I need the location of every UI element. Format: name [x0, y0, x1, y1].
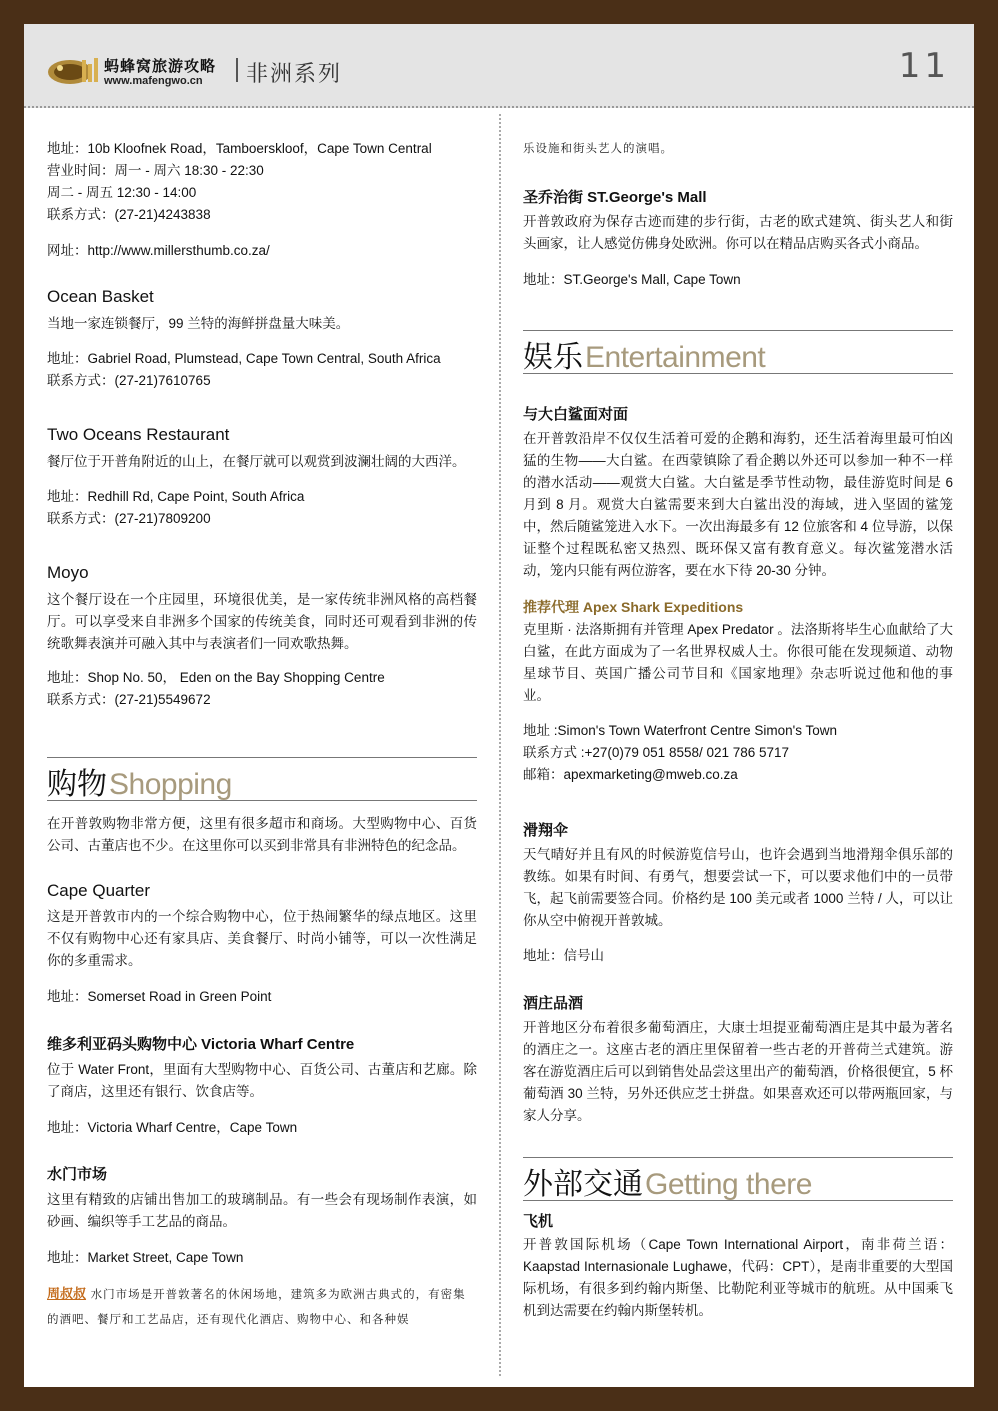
header-separator: [236, 58, 238, 82]
quote-text: 水门市场是开普敦著名的休闲场地，建筑多为欧洲古典式的，有密集的酒吧、餐厅和工艺品店，还有现代化酒店、购物中心、和各种娱: [47, 1287, 466, 1326]
transport-heading-en: Getting there: [645, 1168, 812, 1201]
ocean-basket-address: 地址：Gabriel Road, Plumstead, Cape Town Central, South Africa: [47, 351, 441, 366]
two-oceans-desc: 餐厅位于开普角附近的山上，在餐厅就可以观赏到波澜壮阔的大西洋。: [47, 454, 466, 469]
cape-quarter-desc: 这是开普敦市内的一个综合购物中心，位于热闹繁华的绿点地区。这里不仅有购物中心还有家具店、美食餐厅、时尚小铺等，可以一次性满足你的多重需求。: [47, 909, 477, 968]
shopping-heading-en: Shopping: [109, 768, 232, 801]
two-oceans-title: Two Oceans Restaurant: [47, 425, 230, 444]
wine-title: 酒庄品酒: [523, 995, 584, 1012]
agent-desc: 克里斯 · 法洛斯拥有并管理 Apex Predator 。法洛斯将毕生心血献给了大白鲨，在此方面成为了一名世界权威人士。你很可能在发现频道、动物星球节目、英国广播公司节目和《国家地理》杂志听说过他和他的事业。: [523, 622, 953, 703]
water-market-title: 水门市场: [47, 1166, 108, 1183]
victoria-wharf-desc: 位于 Water Front，里面有大型购物中心、百货公司、古董店和艺廊。除了商店，这里还有银行、饮食店等。: [47, 1062, 477, 1099]
restaurant-hours: 营业时间：周一 - 周六 18:30 - 22:30: [47, 163, 264, 178]
st-georges-title: 圣乔治街 ST.George's Mall: [523, 189, 707, 206]
entertainment-heading-zh: 娱乐: [523, 341, 583, 374]
quote-continued: 乐设施和街头艺人的演唱。: [523, 141, 673, 155]
shopping-section-header: [47, 757, 477, 801]
moyo-desc: 这个餐厅设在一个庄园里，环境很优美，是一家传统非洲风格的高档餐厅。可以享受来自非洲多个国家的传统美食，同时还可观看到非洲的传统歌舞表演并可融入其中与表演者们一同欢歌热舞。: [47, 592, 477, 651]
transport-heading-zh: 外部交通: [523, 1168, 643, 1201]
st-georges-address: 地址：ST.George's Mall, Cape Town: [523, 272, 741, 287]
paragliding-address: 地址：信号山: [523, 948, 604, 963]
restaurant-contact: 联系方式：(27-21)4243838: [47, 207, 211, 222]
paragliding-desc: 天气晴好并且有风的时候游览信号山，也许会遇到当地滑翔伞俱乐部的教练。如果有时间、有勇气，想要尝试一下，可以要求他们中的一员带飞，起飞前需要签合同。价格约是 100 美元或者 1000 兰特 / 人，可以让你从空中俯视开普敦城。: [523, 847, 953, 928]
agent-title: 推荐代理 Apex Shark Expeditions: [523, 599, 744, 615]
moyo-address: 地址：Shop No. 50， Eden on the Bay Shopping Centre: [47, 670, 385, 685]
ocean-basket-title: Ocean Basket: [47, 287, 154, 306]
moyo-contact: 联系方式：(27-21)5549672: [47, 692, 211, 707]
page-header: [24, 24, 974, 108]
agent-contact: 联系方式 :+27(0)79 051 8558/ 021 786 5717: [523, 745, 790, 760]
shopping-heading-zh: 购物: [47, 768, 107, 801]
victoria-wharf-title: 维多利亚码头购物中心 Victoria Wharf Centre: [47, 1036, 355, 1053]
mafengwo-logo-icon: [46, 54, 102, 86]
series-title: 非洲系列: [246, 61, 343, 86]
restaurant-hours-2: 周二 - 周五 12:30 - 14:00: [47, 185, 197, 200]
agent-address: 地址 :Simon's Town Waterfront Centre Simon's Town: [523, 723, 838, 738]
entertainment-section-header: [523, 330, 953, 374]
shark-desc: 在开普敦沿岸不仅仅生活着可爱的企鹅和海豹，还生活着海里最可怕凶猛的生物——大白鲨。在西蒙镇除了看企鹅以外还可以参加一种不一样的潜水活动——观赏大白鲨。大白鲨是季节性动物，最佳游览时间是 6 月到 8 月。观赏大白鲨需要来到大白鲨出没的海域，进入坚固的鲨笼中，然后随鲨笼进入水下。一次出海最多有 12 位旅客和 4 位导游，以保证整个过程既私密又热烈、既环保又富有教育意义。每次鲨笼潜水活动，笼内只能有两位游客，要在水下待 20-30 分钟。: [523, 431, 953, 578]
entertainment-heading-en: Entertainment: [585, 341, 766, 374]
page-number: 11: [898, 46, 950, 86]
water-market-desc: 这里有精致的店铺出售加工的玻璃制品。有一些会有现场制作表演，如砂画、编织等手工艺品的商品。: [47, 1192, 477, 1229]
st-georges-desc: 开普敦政府为保存古迹而建的步行街，古老的欧式建筑、街头艺人和街头画家，让人感觉仿佛身处欧洲。你可以在精品店购买各式小商品。: [523, 214, 953, 251]
agent-email[interactable]: 邮箱：apexmarketing@mweb.co.za: [523, 767, 738, 782]
brand-url[interactable]: www.mafengwo.cn: [104, 75, 203, 87]
two-oceans-address: 地址：Redhill Rd, Cape Point, South Africa: [47, 489, 305, 504]
ocean-basket-desc: 当地一家连锁餐厅，99 兰特的海鲜拼盘量大味美。: [47, 316, 350, 331]
shopping-intro: 在开普敦购物非常方便，这里有很多超市和商场。大型购物中心、百货公司、古董店也不少。在这里你可以买到非常具有非洲特色的纪念品。: [47, 816, 477, 853]
airplane-desc: 开普敦国际机场（Cape Town International Airport，南非荷兰语：Kaapstad Internasionale Lughawe，代码：CPT），是南非重要的大型国际机场，有很多到约翰内斯堡、比勒陀利亚等城市的航班。从中国乘飞机到达需要在约翰内斯堡转机。: [523, 1237, 953, 1318]
brand-name: 蚂蜂窝旅游攻略: [104, 58, 217, 75]
ocean-basket-contact: 联系方式：(27-21)7610765: [47, 373, 211, 388]
quote-author[interactable]: 周叔叔: [47, 1286, 87, 1301]
victoria-wharf-address: 地址：Victoria Wharf Centre，Cape Town: [47, 1120, 298, 1135]
airplane-title: 飞机: [523, 1213, 554, 1230]
cape-quarter-title: Cape Quarter: [47, 881, 150, 900]
traveler-quote: [47, 1281, 477, 1332]
wine-desc: 开普地区分布着很多葡萄酒庄，大康士坦提亚葡萄酒庄是其中最为著名的酒庄之一。这座古老的酒庄里保留着一些古老的开普荷兰式建筑。游客在游览酒庄后可以到销售处品尝这里出产的葡萄酒，价格很便宜，5 杯葡萄酒 30 兰特，另外还供应芝士拼盘。如果喜欢还可以带两瓶回家，与家人分享。: [523, 1020, 953, 1123]
two-oceans-contact: 联系方式：(27-21)7809200: [47, 511, 211, 526]
water-market-address: 地址：Market Street, Cape Town: [47, 1250, 244, 1265]
restaurant-website[interactable]: 网址：http://www.millersthumb.co.za/: [47, 243, 270, 258]
paragliding-title: 滑翔伞: [523, 822, 569, 839]
restaurant-address: 地址：10b Kloofnek Road，Tamboerskloof，Cape Town Central: [47, 141, 432, 156]
column-divider: [499, 114, 501, 1376]
cape-quarter-address: 地址：Somerset Road in Green Point: [47, 989, 272, 1004]
moyo-title: Moyo: [47, 563, 89, 582]
shark-title: 与大白鲨面对面: [523, 406, 629, 423]
page: [24, 24, 974, 1387]
transport-section-header: [523, 1157, 953, 1201]
